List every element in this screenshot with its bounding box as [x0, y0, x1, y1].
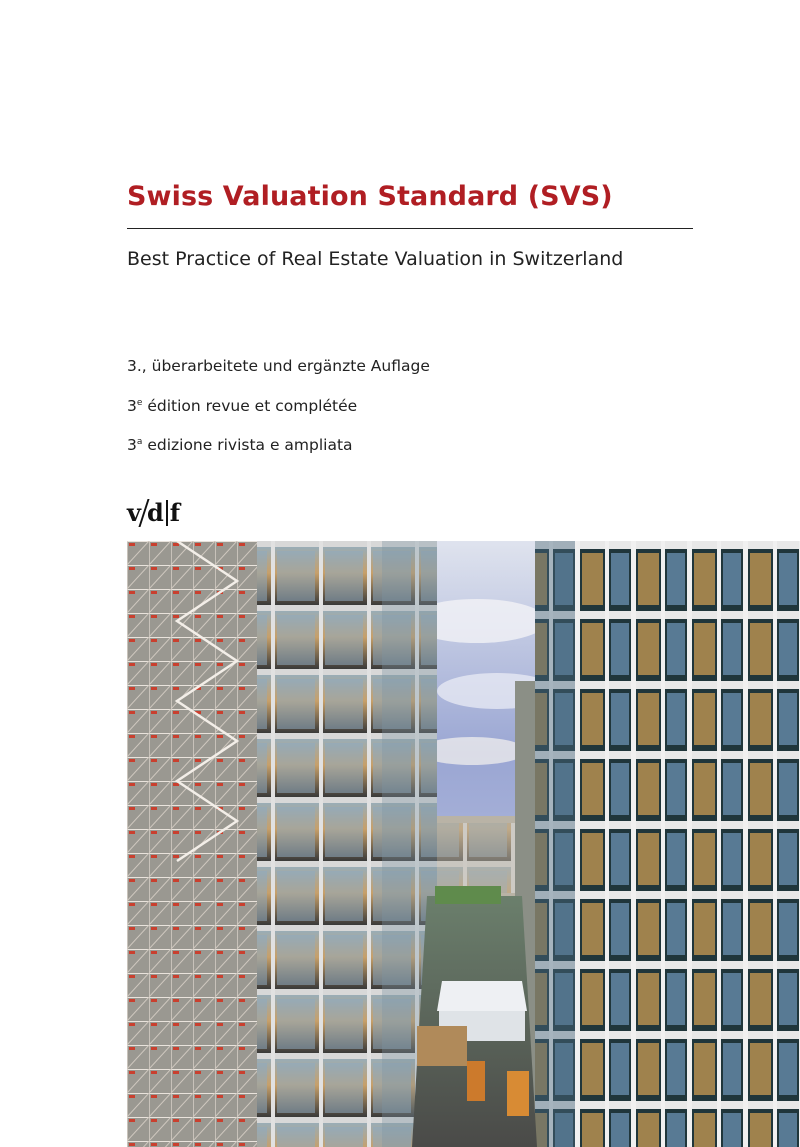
- publisher-logo-d: d: [146, 498, 164, 527]
- publisher-logo-f: f: [169, 498, 181, 527]
- cover-photo: [127, 541, 800, 1147]
- edition-french-text: édition revue et complétée: [142, 397, 358, 415]
- publisher-logo-v: v: [127, 498, 141, 527]
- edition-italian: [127, 436, 353, 454]
- edition-german: [127, 357, 430, 375]
- book-title: Swiss Valuation Standard (SVS): [127, 181, 613, 212]
- edition-german-text: 3., überarbeitete und ergänzte Auflage: [127, 357, 430, 375]
- title-rule: [127, 228, 693, 229]
- buildings-illustration: [127, 541, 800, 1147]
- edition-french: [127, 397, 357, 415]
- edition-italian-number: 3: [127, 436, 137, 454]
- publisher-logo-bar: [166, 500, 168, 526]
- edition-italian-text: edizione rivista e ampliata: [142, 436, 353, 454]
- edition-french-superscript: e: [136, 398, 143, 408]
- edition-italian-superscript: a: [136, 437, 143, 447]
- edition-french-number: 3: [127, 397, 137, 415]
- publisher-logo: [127, 500, 180, 526]
- book-subtitle: Best Practice of Real Estate Valuation in Switzerland: [127, 248, 624, 270]
